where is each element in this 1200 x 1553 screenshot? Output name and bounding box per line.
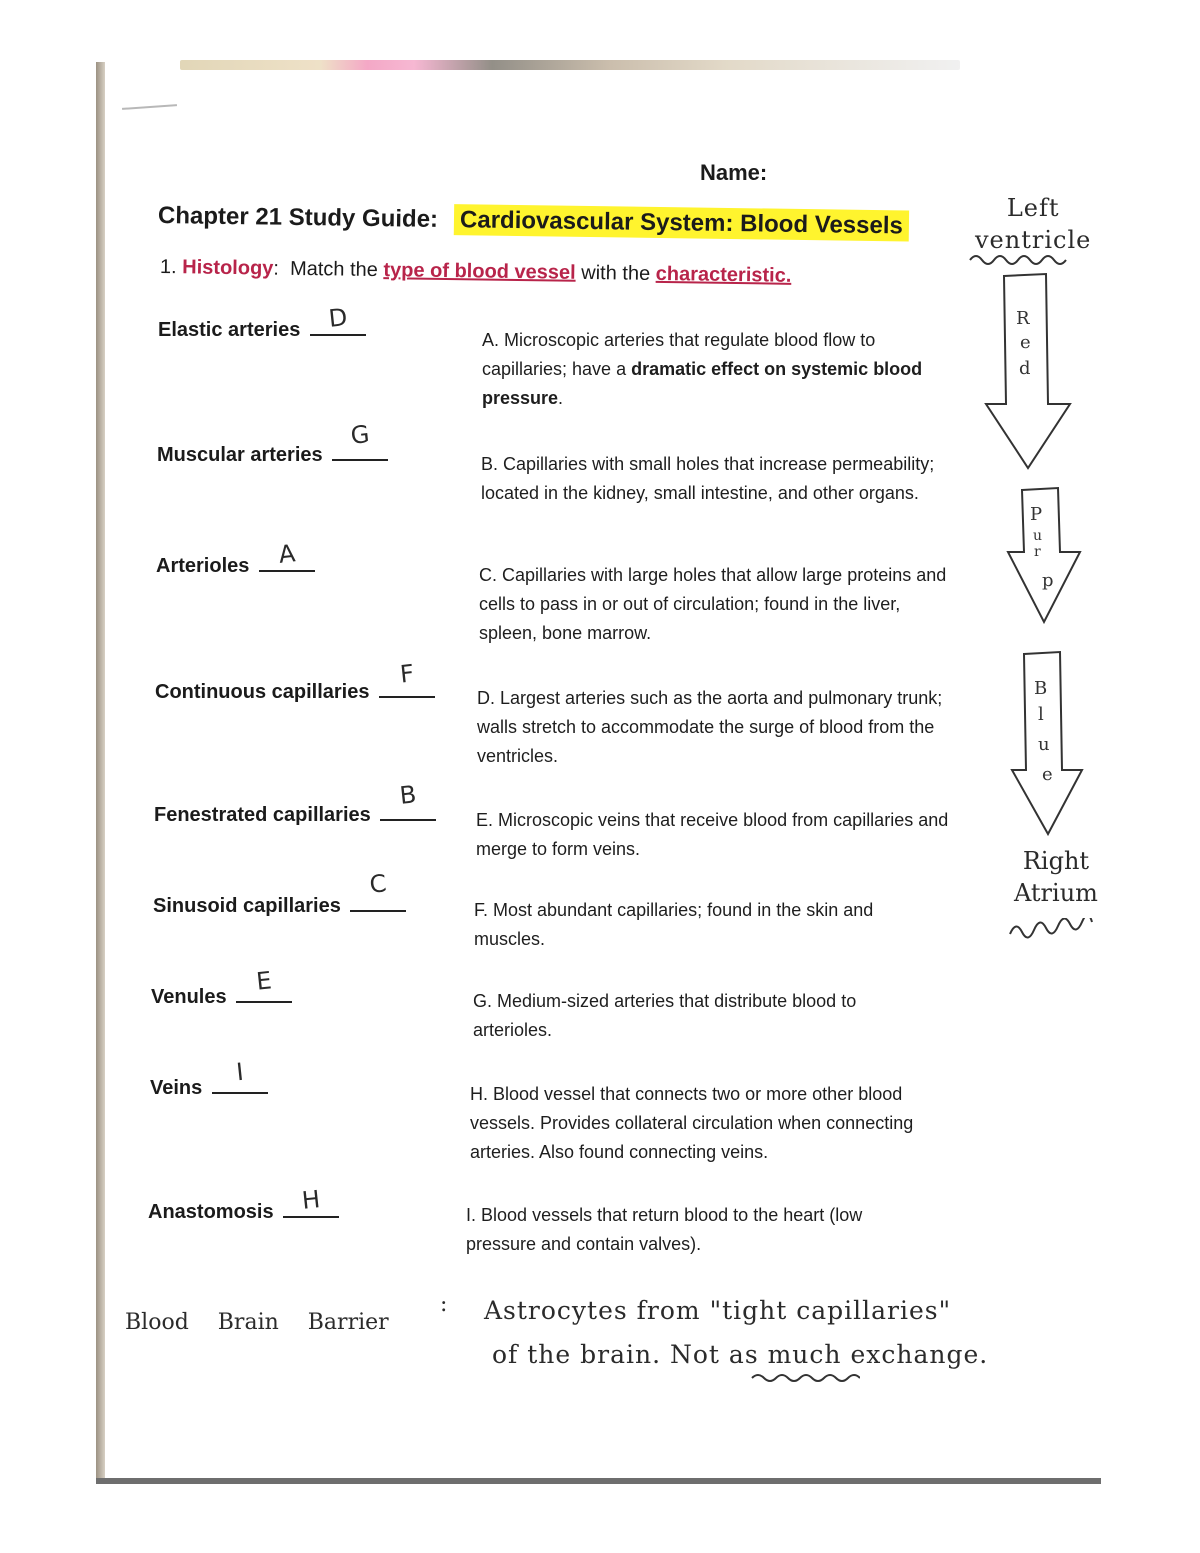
term-veins bbox=[150, 1057, 268, 1100]
question-keyword: characteristic. bbox=[655, 262, 792, 287]
term-elastic-arteries bbox=[158, 303, 366, 342]
term-arterioles bbox=[156, 539, 315, 578]
question-text: Match the bbox=[289, 257, 379, 282]
arrow-purple-letter: r bbox=[1034, 544, 1041, 560]
margin-note-text: Left bbox=[1006, 194, 1060, 222]
footer-note-line: of the brain. Not as much exchange. bbox=[492, 1340, 989, 1369]
term-label: Sinusoid capillaries bbox=[153, 895, 341, 917]
description-text: . bbox=[558, 388, 564, 408]
paper-bottom-edge bbox=[96, 1478, 1101, 1484]
margin-note-text: Atrium bbox=[1014, 879, 1098, 907]
arrow-purple-letter: P bbox=[1030, 504, 1043, 525]
squiggle-underline-icon bbox=[968, 252, 1068, 268]
term-label: Muscular arteries bbox=[157, 444, 323, 466]
description-c bbox=[479, 561, 949, 648]
arrow-purple-letter: u bbox=[1033, 528, 1043, 544]
description-i bbox=[466, 1201, 916, 1259]
term-muscular-arteries bbox=[157, 420, 388, 467]
question-section: Histology bbox=[182, 256, 274, 280]
question-prompt bbox=[160, 256, 792, 288]
term-label: Venules bbox=[151, 986, 227, 1008]
description-letter: G. bbox=[473, 991, 493, 1011]
footer-note-topic: Blood Brain Barrier bbox=[125, 1310, 389, 1335]
question-keyword: type of blood vessel bbox=[383, 259, 576, 284]
description-a bbox=[482, 326, 942, 413]
description-e bbox=[476, 806, 951, 864]
answer-blank[interactable] bbox=[350, 869, 406, 912]
arrow-red-letter: e bbox=[1020, 332, 1031, 353]
description-text: Most abundant capillaries; found in the skin and muscles. bbox=[474, 900, 874, 949]
term-label: Anastomosis bbox=[148, 1201, 274, 1223]
page-title bbox=[158, 202, 909, 240]
description-text: Microscopic veins that receive blood from capillaries and merge to form veins. bbox=[476, 810, 949, 859]
arrow-blue-letter: u bbox=[1038, 734, 1050, 755]
handwritten-answer: F bbox=[398, 659, 416, 689]
description-text: Medium-sized arteries that distribute blood to arterioles. bbox=[473, 991, 857, 1040]
answer-blank[interactable] bbox=[259, 539, 315, 572]
question-number: 1. bbox=[159, 256, 177, 279]
answer-blank[interactable] bbox=[212, 1057, 268, 1094]
description-text: Largest arteries such as the aorta and pulmonary trunk; walls stretch to accommodate the surge of blood from the ventricles. bbox=[477, 688, 943, 766]
term-fenestrated-capillaries bbox=[154, 780, 436, 827]
paper-left-edge bbox=[96, 62, 105, 1482]
description-d bbox=[477, 684, 947, 771]
description-h bbox=[470, 1080, 945, 1167]
arrow-down-icon bbox=[1004, 486, 1086, 628]
chapter-label: Chapter 21 Study Guide: bbox=[157, 202, 439, 233]
description-text: Blood vessel that connects two or more other blood vessels. Provides collateral circulation when connecting arteries. Also found connecting veins. bbox=[470, 1084, 914, 1162]
term-label: Elastic arteries bbox=[158, 319, 301, 341]
footer-note-line: Astrocytes from "tight capillaries" bbox=[484, 1296, 952, 1325]
description-letter: F. bbox=[474, 900, 489, 920]
description-text: Blood vessels that return blood to the heart (low pressure and contain valves). bbox=[466, 1205, 863, 1254]
arrow-blue-letter: l bbox=[1038, 704, 1044, 725]
handwritten-answer: E bbox=[255, 966, 274, 996]
handwritten-answer: I bbox=[234, 1057, 245, 1087]
description-letter: E. bbox=[476, 810, 494, 830]
description-b bbox=[481, 450, 951, 508]
answer-blank[interactable] bbox=[332, 420, 388, 461]
question-colon: : bbox=[273, 257, 280, 280]
description-letter: D. bbox=[477, 688, 495, 708]
margin-note-right-atrium bbox=[1014, 845, 1098, 909]
description-letter: C. bbox=[479, 565, 497, 585]
handwritten-answer: A bbox=[277, 539, 297, 569]
handwritten-answer: G bbox=[349, 420, 371, 450]
margin-note-text: ventricle bbox=[975, 226, 1092, 254]
term-venules bbox=[151, 966, 292, 1009]
margin-mark bbox=[122, 104, 177, 110]
answer-blank[interactable] bbox=[380, 780, 436, 821]
answer-blank[interactable] bbox=[283, 1185, 339, 1218]
arrow-down-icon bbox=[982, 272, 1074, 472]
term-label: Arterioles bbox=[156, 555, 250, 577]
arrow-blue-letter: e bbox=[1042, 764, 1053, 785]
term-label: Continuous capillaries bbox=[155, 681, 370, 703]
margin-note-text: Right bbox=[1022, 847, 1090, 875]
question-text: with the bbox=[581, 261, 651, 285]
term-continuous-capillaries bbox=[155, 659, 435, 704]
term-sinusoid-capillaries bbox=[153, 869, 406, 918]
squiggle-underline-icon bbox=[750, 1372, 860, 1384]
description-letter: H. bbox=[470, 1084, 488, 1104]
handwritten-answer: H bbox=[300, 1185, 322, 1215]
description-g bbox=[473, 987, 903, 1045]
margin-note-left-ventricle bbox=[975, 192, 1091, 256]
description-letter: A. bbox=[482, 330, 500, 350]
answer-blank[interactable] bbox=[310, 303, 366, 336]
description-text: Capillaries with large holes that allow large proteins and cells to pass in or out of circulation; found in the liver, spleen, bone marrow. bbox=[479, 565, 947, 643]
term-label: Veins bbox=[150, 1077, 203, 1099]
squiggle-underline-icon bbox=[1008, 918, 1096, 940]
description-letter: B. bbox=[481, 454, 499, 474]
paper-edge-strip bbox=[180, 60, 960, 70]
arrow-red-letter: d bbox=[1019, 358, 1031, 379]
answer-blank[interactable] bbox=[236, 966, 292, 1003]
arrow-blue-letter: B bbox=[1034, 678, 1048, 699]
footer-note-colon: : bbox=[440, 1292, 448, 1317]
handwritten-answer: C bbox=[368, 869, 389, 899]
topic-highlight: Cardiovascular System: Blood Vessels bbox=[454, 204, 909, 241]
description-text: Microscopic arteries that regulate blood flow to capillaries; have a bbox=[482, 330, 876, 379]
description-letter: I. bbox=[466, 1205, 477, 1225]
handwritten-answer: B bbox=[398, 780, 418, 810]
answer-blank[interactable] bbox=[379, 659, 435, 698]
arrow-purple-letter: p bbox=[1042, 570, 1054, 591]
term-anastomosis bbox=[148, 1185, 339, 1224]
description-emphasis: dramatic effect on systemic blood pressure bbox=[482, 359, 923, 408]
term-label: Fenestrated capillaries bbox=[154, 804, 371, 826]
arrow-red-letter: R bbox=[1016, 308, 1030, 329]
arrow-down-icon bbox=[1008, 648, 1090, 840]
handwritten-answer: D bbox=[327, 303, 349, 333]
name-label: Name: bbox=[700, 160, 768, 185]
description-f bbox=[474, 896, 914, 954]
description-text: Capillaries with small holes that increase permeability; located in the kidney, small intestine, and other organs. bbox=[481, 454, 935, 503]
